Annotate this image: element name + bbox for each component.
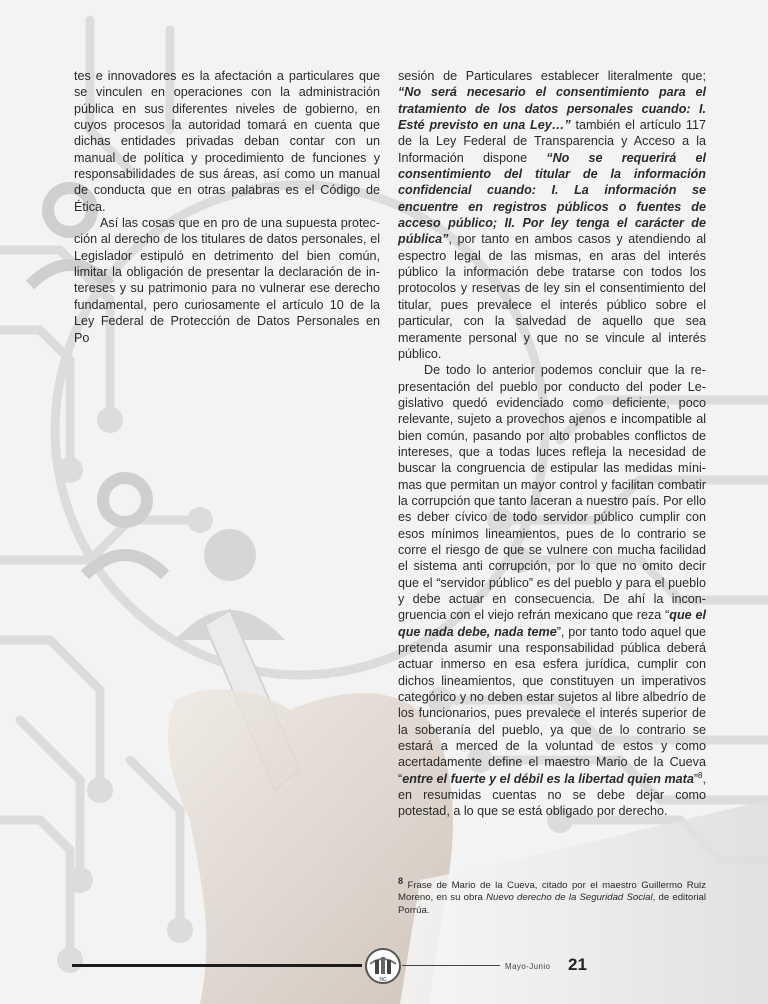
page-number: 21 [568, 955, 587, 974]
logo-text: NC [379, 977, 387, 983]
footnote-text: , de editorial Porrúa. [398, 892, 706, 916]
left-column [74, 68, 380, 346]
quote-refran: que el que nada debe, nada teme [398, 608, 706, 639]
right-column [398, 68, 706, 820]
footnote-reference[interactable]: 8 [698, 770, 703, 780]
text-run: De todo lo anterior podemos concluir que la representación del pueblo por conducto del poder Legislativo quedó evidenciado como deficiente, poco relevante, sujeto a provechos ajenos e incompatible al bien común, pasando por alto probables conflictos de intereses, que a todas luces refleja la necesidad de buscar la congruencia de estipular las medidas mínimas que permitan un mayor control y facilitan combatir la corrupción que tanto laceran a nuestro país. Por ello es deber cívico de todo servidor público cumplir con esos mínimos lineamientos, pues de lo contrario se corre el riesgo de que se vulnere con mucha facilidad el sistema anti corrupción, por lo que no omito decir que el “servidor público” es del pueblo y para el pueblo y debe actuar en consecuencia. De ahí la incongruencia con el viejo refrán mexicano que reza “ [398, 363, 706, 623]
footnote [398, 875, 706, 917]
text-run: también el artículo 117 de la Ley Federal de Transparencia y Acceso a la Información dispone [398, 118, 706, 165]
text-run: sesión de Particulares establecer literalmente que; [398, 69, 706, 83]
text-run: ” [693, 771, 699, 786]
right-paragraph-2 [398, 362, 706, 820]
footnote-number: 8 [398, 875, 404, 886]
footer-rule-short [402, 965, 500, 966]
quote-ley-proteccion-datos: “No será necesario el consentimiento para el tratamiento de los datos personales cuando: I. Esté previsto en una Ley…” [398, 85, 706, 133]
left-paragraph-2: Así las cosas que en pro de una supuesta protección al derecho de los titulares de datos personales, el Legislador estipuló en detrimento del bien común, limitar la obligación de presentar la declaración de intereses y su patrimonio para no vulnerar ese derecho fundamental, pero curiosamente el artículo 10 de la Ley Federal de Protección de Datos Personales en Po [74, 216, 380, 345]
text-run: ”, por tanto todo aquel que pretenda asumir una responsabilidad pública deberá actuar inmerso en esa esfera jurídica, cumplir con dichos lineamientos, que constituyen un imperativos categórico y no deben estar sujetos al libre albedrío de los funcionarios, pues prevalece el interés superior de la soberanía del pueblo, ya que de lo contrario se estará a merced de la voluntad de estos y como acertadamente define el maestro Mario de la Cueva “ [398, 624, 706, 786]
text-run: , por tanto en ambos casos y atendiendo al espectro legal de las mismas, en aras del interés público la información debe tratarse con todos los protocolos y reservas de ley sin el consentimiento del titular, pues prevalece el interés público sobre el particular, con la salvedad de aquello que sea meramente personal y que no se vincule al interés público. [398, 232, 706, 361]
footer-rule [72, 964, 362, 967]
footnote-book-title: Nuevo derecho de la Seguridad Social [486, 892, 653, 904]
text-run: , en resumidas cuentas no se debe dejar como potestad, a lo que se está obligado por derecho. [398, 771, 706, 819]
issue-month: Mayo-Junio [505, 962, 551, 971]
magazine-logo-icon [363, 946, 403, 986]
left-paragraph-1: tes e innovadores es la afectación a particulares que se vinculen en operaciones con la administración pública en sus diferentes niveles de gobierno, en cuyos procesos la autoridad tomará en cuenta que dichas entidades privadas deban contar con un manual de política y procedimiento de funciones y responsabilidades de sus áreas, así como un manual de conducta que en otras palabras es el Código de Ética. [74, 69, 380, 214]
quote-ley-transparencia: “No se requerirá el consentimiento del titular de la información confidencial cuando: I. La información se encuentre en registros públicos o fuentes de acceso público; II. Por ley tenga el carácter de pública” [398, 150, 706, 247]
quote-mario-de-la-cueva: entre el fuerte y el débil es la libertad quien mata [402, 771, 694, 786]
footnote-text: Frase de Mario de la Cueva, citado por el maestro Guillermo Ruiz Moreno, en su obra [398, 880, 706, 904]
right-paragraph-1 [398, 68, 706, 362]
